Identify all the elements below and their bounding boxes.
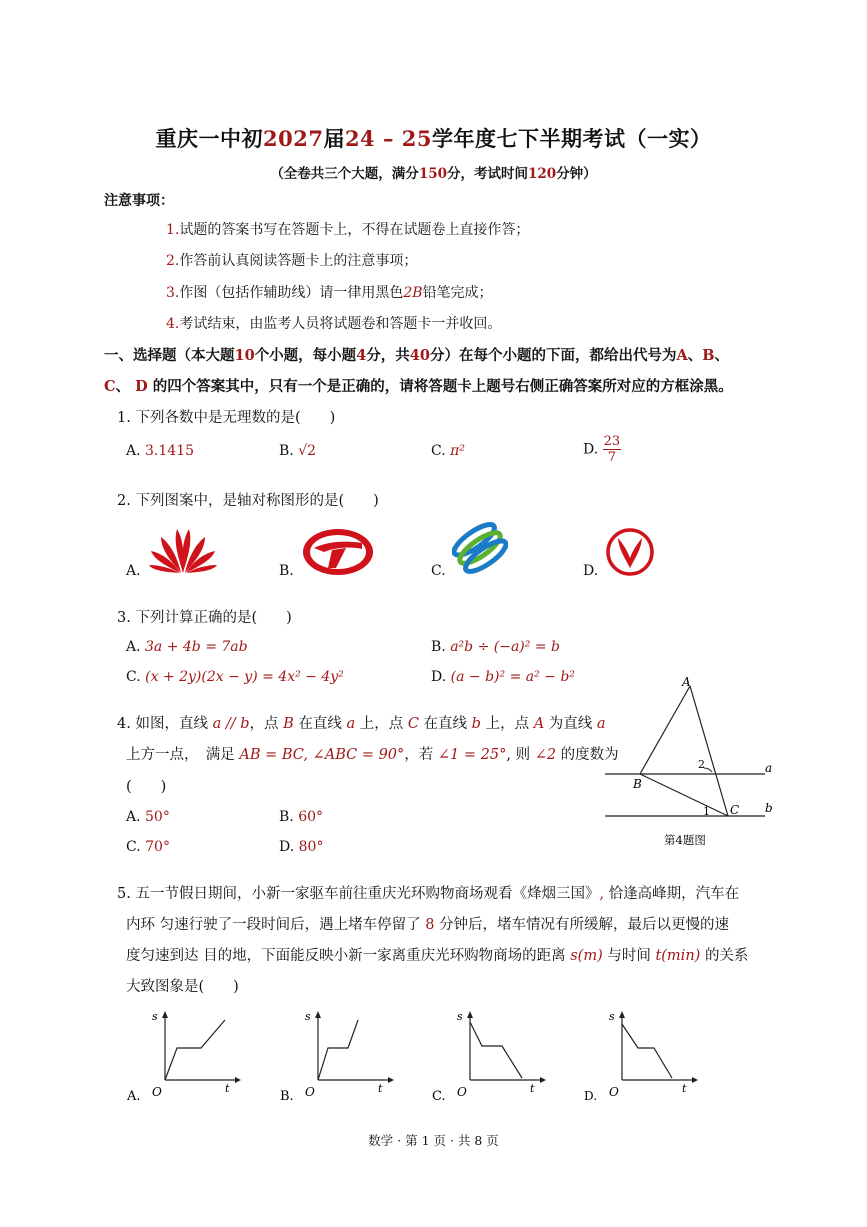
q5-graph-d (582, 1008, 702, 1108)
q3-option-b (431, 639, 560, 655)
stem-text: 上方一点， 满足 (126, 747, 235, 763)
math-var: b (471, 716, 481, 732)
notice-item (166, 313, 501, 333)
question-5-line3 (126, 944, 748, 965)
question-count: 10 (234, 347, 255, 364)
page-subtitle (0, 162, 867, 182)
angle-2-arc (704, 768, 712, 772)
question-5-line1 (117, 882, 739, 903)
notice-number: 2. (166, 253, 180, 269)
angle-1-label: 1 (703, 805, 710, 818)
pencil-grade: 2B (403, 285, 423, 301)
huawei-logo-icon (148, 523, 218, 575)
stem-text: 上，点 (359, 716, 404, 732)
question-5-line2 (126, 913, 729, 934)
subtitle-text: 分钟） (556, 166, 597, 182)
math-var: B (283, 716, 294, 732)
segment-ab (640, 686, 690, 774)
q1-option-b (279, 443, 316, 459)
question-3-stem: 3. 下列计算正确的是( ) (117, 610, 292, 626)
option-label: B. (279, 809, 294, 825)
stem-text: , 则 (506, 747, 531, 763)
q5-graph-a (125, 1008, 245, 1108)
axis-s-label: s (609, 1010, 615, 1023)
notice-item (166, 282, 493, 302)
stem-text: 上，点 (485, 716, 530, 732)
question-4-blank: ( ) (126, 779, 167, 795)
math-var: a (596, 716, 606, 732)
option-value: 80° (298, 839, 324, 855)
notice-item (166, 219, 529, 239)
section-heading-line2 (104, 375, 733, 396)
math-expr: AB = BC, ∠ABC = 90° (239, 747, 405, 763)
q1-option-d (583, 434, 621, 465)
notice-number: 3. (166, 285, 180, 301)
denominator: 7 (607, 450, 617, 465)
option-code: D (135, 378, 148, 395)
math-expr: s(m) (570, 948, 603, 964)
fraction (603, 434, 622, 465)
question-4-line2 (126, 743, 619, 764)
option-value: (x + 2y)(2x − y) = 4x² − 4y² (145, 669, 344, 685)
points-total: 40 (409, 347, 430, 364)
axis-t-label: t (530, 1082, 535, 1095)
exam-time: 120 (528, 166, 557, 182)
option-label: D. (279, 839, 295, 855)
option-value: a²b ÷ (−a)² = b (450, 639, 560, 655)
option-value: 3.1415 (145, 443, 195, 459)
axis-s-label: s (457, 1010, 463, 1023)
q3-option-c (126, 669, 344, 685)
separator: 、 (687, 347, 703, 364)
option-label: A. (127, 1089, 141, 1104)
q3-option-d (431, 669, 575, 685)
q4-option-d (279, 839, 323, 855)
points-each: 4 (356, 347, 367, 364)
origin-label: O (609, 1085, 619, 1099)
car-emblem-icon (302, 528, 374, 576)
option-label: A. (126, 639, 141, 655)
subtitle-text: 分，考试时间 (447, 166, 528, 182)
option-value: 3a + 4b = 7ab (145, 639, 248, 655)
origin-label: O (457, 1085, 467, 1099)
notice-heading: 注意事项： (104, 193, 174, 209)
notice-text: 考试结束，由监考人员将试题卷和答题卡一并收回。 (179, 316, 502, 332)
option-value: 50° (145, 809, 170, 825)
axis-s-label: s (305, 1010, 311, 1023)
stem-text: 与时间 (607, 948, 651, 964)
stem-text: 4. 如图，直线 (117, 716, 208, 732)
stem-text: 恰逢高峰期，汽车在 (604, 886, 740, 902)
section-text: 分）在每个小题的下面，都给出代号为 (429, 347, 677, 364)
math-expr: a // b (212, 716, 250, 732)
subtitle-text: （全卷共三个大题，满分 (270, 166, 419, 182)
question-5-line4: 大致图象是( ) (126, 979, 239, 995)
stem-text: ，点 (249, 716, 279, 732)
stem-text: 内环 匀速行驶了一段时间后，遇上堵车停留了 (126, 917, 421, 933)
notice-number: 1. (166, 222, 180, 238)
stem-text: ，若 (404, 747, 434, 763)
stem-text: 的度数为 (560, 747, 619, 763)
title-years: 24 – 25 (344, 126, 433, 151)
math-expr: ∠1 = 25° (437, 747, 507, 763)
option-label: A. (126, 443, 141, 459)
section-heading (104, 344, 729, 365)
line-label-a: a (765, 761, 773, 775)
math-var: C (407, 716, 419, 732)
full-score: 150 (418, 166, 447, 182)
q3-option-a (126, 639, 248, 655)
question-4-line1 (117, 712, 606, 733)
option-label: D. (583, 441, 599, 458)
math-var: a (346, 716, 356, 732)
option-code: A (676, 347, 688, 364)
q2-option-b-label: B. (279, 563, 294, 579)
separator: 、 (714, 347, 729, 364)
option-label: C. (432, 1089, 446, 1104)
title-text: 届 (323, 126, 345, 151)
stop-minutes: 8 (425, 917, 435, 933)
notice-text: 试题的答案书写在答题卡上，不得在试题卷上直接作答； (179, 222, 530, 238)
page-footer: 数学 · 第 1 页 · 共 8 页 (368, 1133, 499, 1148)
option-value: 70° (145, 839, 170, 855)
notice-text: 作图（包括作辅助线）请一律用黑色 (179, 285, 404, 301)
q5-graph-b (278, 1008, 398, 1108)
stem-text: 在直线 (423, 716, 468, 732)
point-label-c: C (730, 803, 740, 817)
notice-item (166, 250, 417, 270)
math-expr: ∠2 (534, 747, 557, 763)
line-label-b: b (765, 801, 773, 815)
q5-graph-c (430, 1008, 550, 1108)
page-title (0, 123, 867, 153)
option-label: B. (279, 443, 294, 459)
option-value: 60° (298, 809, 324, 825)
title-text: 重庆一中初 (155, 126, 263, 151)
option-code: C (104, 378, 116, 395)
stem-text: 度匀速到达 目的地，下面能反映小新一家离重庆光环购物商场的距离 (126, 948, 566, 964)
origin-label: O (305, 1085, 315, 1099)
axis-t-label: t (378, 1082, 383, 1095)
option-label: B. (280, 1089, 294, 1104)
q4-option-c (126, 839, 170, 855)
separator: 、 (115, 378, 131, 395)
axis-t-label: t (225, 1082, 230, 1095)
point-label-b: B (633, 777, 642, 791)
math-var: A (533, 716, 545, 732)
stem-text: 为直线 (548, 716, 593, 732)
notice-number: 4. (166, 316, 180, 332)
option-label: B. (431, 639, 446, 655)
title-year: 2027 (262, 126, 324, 151)
stem-text: 分钟后，堵车情况有所缓解，最后以更慢的速 (439, 917, 730, 933)
stem-text: 5. 五一节假日期间，小新一家驱车前往重庆光环购物商场观看《烽烟三国》 (117, 886, 600, 902)
stem-text: 的关系 (704, 948, 749, 964)
q1-option-a (126, 443, 194, 459)
segment-ac (690, 686, 728, 816)
section-text: 分，共 (366, 347, 410, 364)
section-text: 一、选择题（本大题 (104, 347, 235, 364)
point-label-a: A (682, 675, 691, 689)
section-text: 的四个答案其中，只有一个是正确的，请将答题卡上题号右侧正确答案所对应的方框涂黑。 (152, 378, 733, 395)
section-text: 个小题，每小题 (254, 347, 357, 364)
numerator: 23 (603, 434, 621, 449)
segment-bc (640, 774, 728, 816)
question-2-stem: 2. 下列图案中，是轴对称图形的是( ) (117, 493, 379, 509)
q4-geometry-figure (600, 672, 780, 854)
option-value: (a − b)² = a² − b² (450, 669, 575, 685)
option-label: D. (431, 669, 447, 685)
q2-option-d-label: D. (583, 563, 599, 579)
question-1-stem: 1. 下列各数中是无理数的是( ) (117, 410, 336, 426)
notice-text: 铅笔完成； (422, 285, 493, 301)
q1-option-c (431, 443, 465, 459)
option-code: B (702, 347, 715, 364)
q2-option-c-label: C. (431, 563, 446, 579)
option-label: C. (431, 443, 446, 459)
figure-caption: 第4题图 (664, 833, 706, 847)
option-value: √2 (298, 443, 317, 459)
stem-comma: , (599, 886, 605, 902)
option-label: C. (126, 839, 141, 855)
stem-text: 在直线 (298, 716, 342, 732)
title-text: 学年度七下半期考试（一实） (432, 126, 712, 151)
option-label: A. (126, 809, 141, 825)
origin-label: O (152, 1085, 162, 1099)
option-value: π² (450, 443, 465, 459)
q4-option-a (126, 809, 170, 825)
q4-option-b (279, 809, 323, 825)
axis-t-label: t (682, 1082, 687, 1095)
option-label: D. (584, 1089, 598, 1103)
math-expr: t(min) (655, 948, 701, 964)
angle-2-label: 2 (698, 758, 705, 771)
dongfeng-logo-icon (605, 528, 655, 576)
axis-s-label: s (152, 1010, 158, 1023)
option-label: C. (126, 669, 141, 685)
china-mobile-logo-icon (452, 520, 508, 576)
notice-text: 作答前认真阅读答题卡上的注意事项； (179, 253, 418, 269)
q2-option-a-label: A. (126, 563, 141, 579)
